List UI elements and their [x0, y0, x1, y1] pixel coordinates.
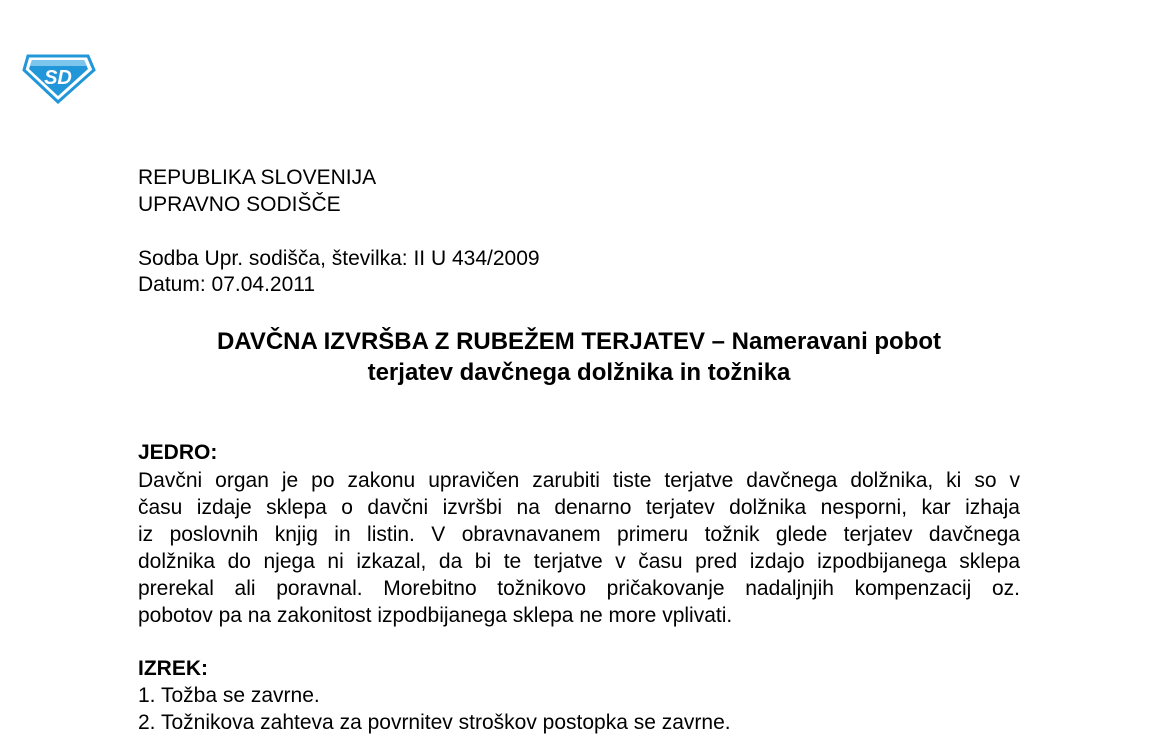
case-date: Datum: 07.04.2011 [138, 273, 316, 296]
jedro-line: pobotov pa na zakonitost izpodbijanega sklepa ne more vplivati. [138, 604, 733, 627]
logo-monogram: SD [44, 67, 72, 89]
jedro-heading: JEDRO: [138, 441, 218, 464]
izrek-item: 1. Tožba se zavrne. [138, 684, 320, 707]
title-line-2: terjatev davčnega dolžnika in tožnika [367, 359, 791, 386]
header-republic: REPUBLIKA SLOVENIJA [138, 166, 377, 189]
jedro-line: dolžnika do njega ni izkazal, da bi te terjatve v času pred izdajo izpodbijanega sklepa [138, 550, 1020, 573]
shield-logo-icon [22, 50, 96, 104]
izrek-item: 2. Tožnikova zahteva za povrnitev stroškov postopka se zavrne. [138, 711, 731, 734]
izrek-heading: IZREK: [138, 657, 208, 680]
jedro-line: prerekal ali poravnal. Morebitno tožnikovo pričakovanje nadaljnjih kompenzacij oz. [138, 577, 1020, 600]
document-title [138, 326, 1020, 388]
header-court: UPRAVNO SODIŠČE [138, 193, 341, 216]
title-line-1: DAVČNA IZVRŠBA Z RUBEŽEM TERJATEV – Nameravani pobot [216, 328, 942, 355]
court-logo [22, 50, 96, 104]
case-number: Sodba Upr. sodišča, številka: II U 434/2009 [138, 247, 540, 270]
jedro-line: času izdaje sklepa o davčni izvršbi na denarno terjatev dolžnika nesporni, kar izhaja [138, 496, 1020, 519]
jedro-line: Davčni organ je po zakonu upravičen zarubiti tiste terjatve davčnega dolžnika, ki so v [138, 469, 1020, 492]
jedro-line: iz poslovnih knjig in listin. V obravnavanem primeru tožnik glede terjatev davčnega [138, 523, 1020, 546]
jedro-paragraph [138, 467, 1020, 629]
